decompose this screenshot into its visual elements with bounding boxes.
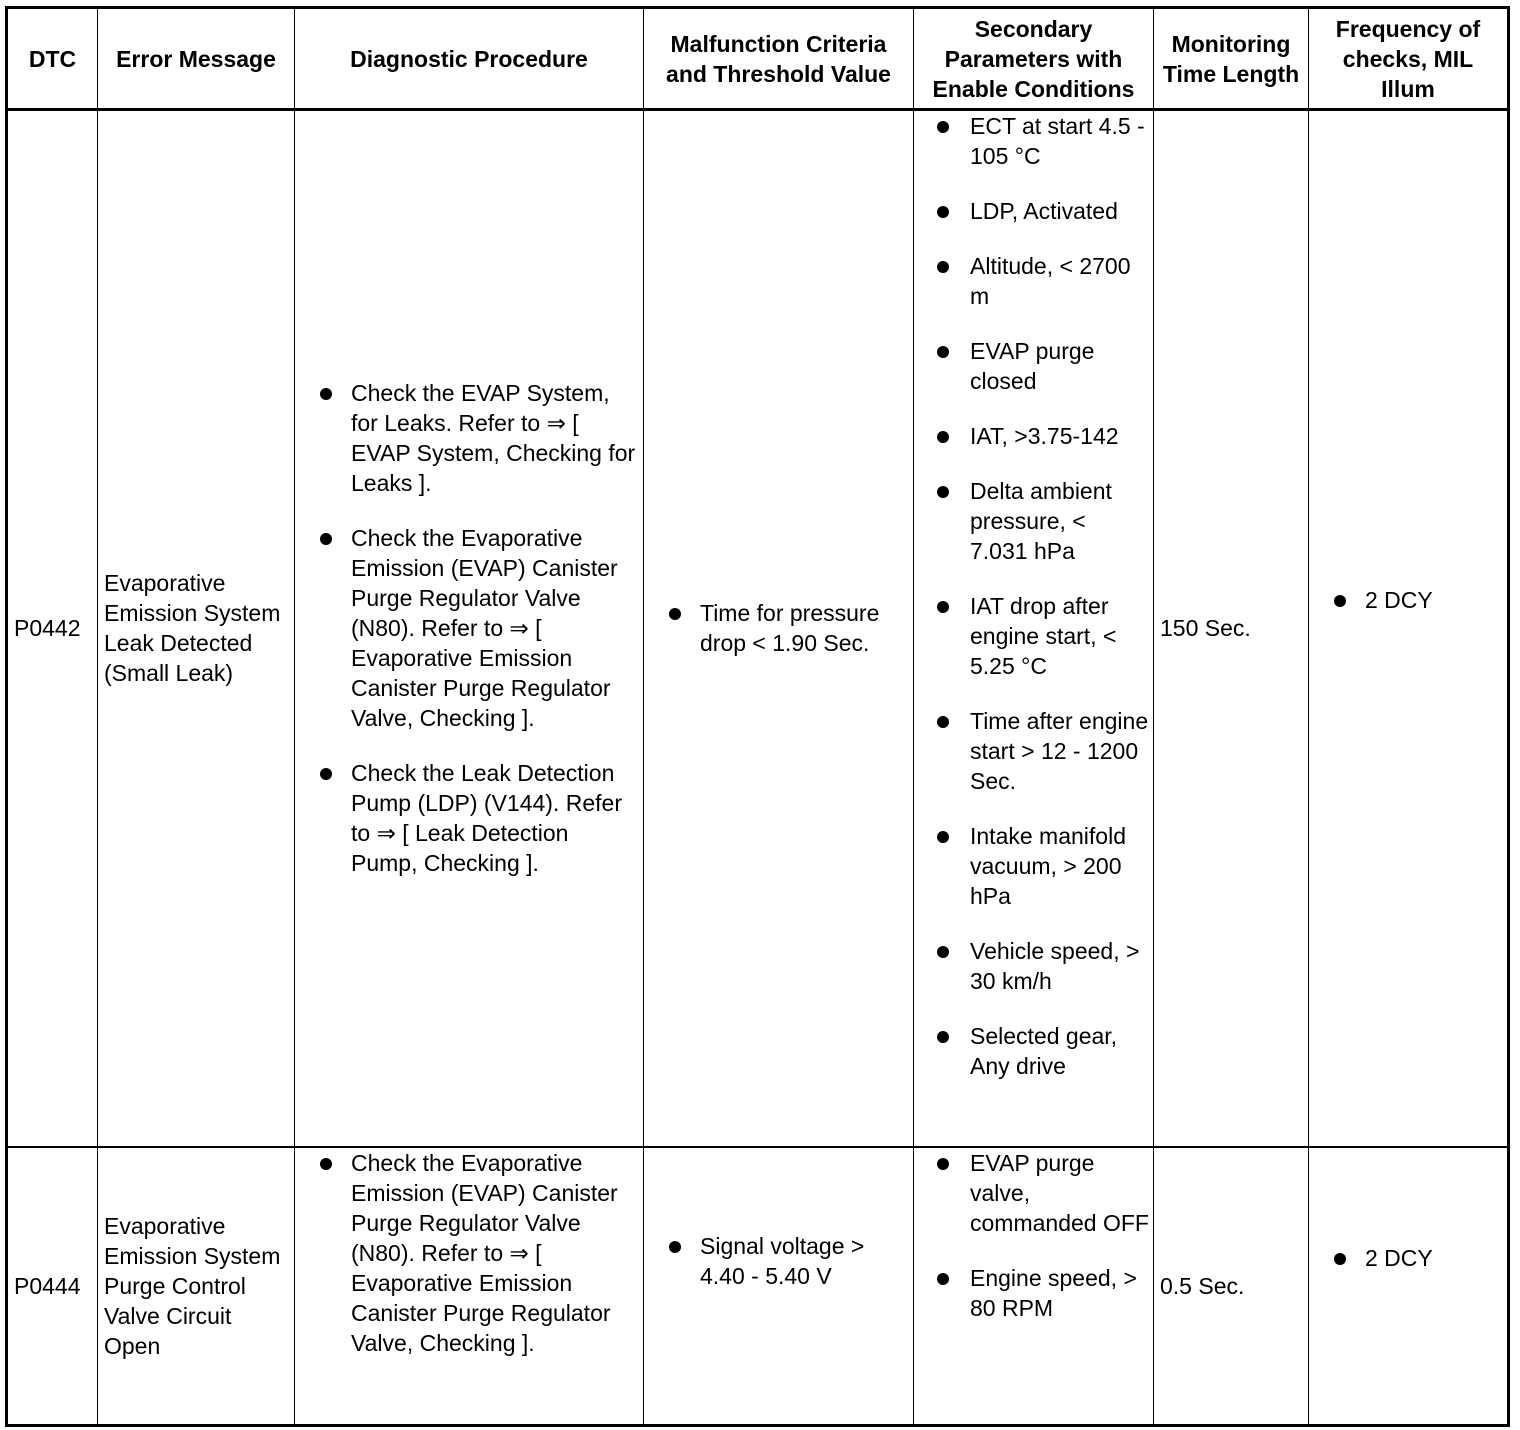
bullet-icon xyxy=(937,716,949,728)
diagnostic-procedure-list xyxy=(301,378,637,878)
dtc-table xyxy=(5,6,1510,1427)
list-item: Delta ambient pressure, < 7.031 hPa xyxy=(920,476,1149,566)
header-row xyxy=(7,8,1509,110)
list-item: ECT at start 4.5 - 105 °C xyxy=(920,111,1149,171)
frequency xyxy=(1309,1147,1509,1426)
bullet-icon xyxy=(937,1158,949,1170)
bullet-icon xyxy=(937,431,949,443)
secondary-parameters xyxy=(914,1147,1154,1426)
list-item: Selected gear, Any drive xyxy=(920,1021,1149,1081)
list-item: Engine speed, > 80 RPM xyxy=(920,1263,1149,1323)
header-diagnostic-procedure: Diagnostic Procedure xyxy=(295,8,644,110)
header-frequency: Frequency of checks, MIL Illum xyxy=(1309,8,1509,110)
list-item: Altitude, < 2700 m xyxy=(920,251,1149,311)
diagnostic-procedure xyxy=(295,110,644,1147)
bullet-icon xyxy=(937,946,949,958)
error-message: Evaporative Emission System Purge Control Valve Circuit Open xyxy=(98,1147,295,1426)
list-item: Signal voltage > 4.40 - 5.40 V xyxy=(650,1231,909,1291)
list-item: Check the Evaporative Emission (EVAP) Canister Purge Regulator Valve (N80). Refer to ⇒ [ Evaporative Emission Canister Purge Regulator Valve, Checking ]. xyxy=(301,523,637,733)
list-item: Intake manifold vacuum, > 200 hPa xyxy=(920,821,1149,911)
diagnostic-procedure xyxy=(295,1147,644,1426)
list-item: 2 DCY xyxy=(1315,1243,1503,1273)
secondary-parameters xyxy=(914,110,1154,1147)
monitoring-time: 0.5 Sec. xyxy=(1154,1147,1309,1426)
malfunction-criteria xyxy=(644,1147,914,1426)
diagnostic-procedure-list xyxy=(301,1148,637,1358)
malfunction-criteria xyxy=(644,110,914,1147)
bullet-icon xyxy=(937,261,949,273)
bullet-icon xyxy=(320,388,332,400)
monitoring-time: 150 Sec. xyxy=(1154,110,1309,1147)
list-item: IAT drop after engine start, < 5.25 °C xyxy=(920,591,1149,681)
list-item: Time for pressure drop < 1.90 Sec. xyxy=(650,598,909,658)
list-item: Vehicle speed, > 30 km/h xyxy=(920,936,1149,996)
bullet-icon xyxy=(937,346,949,358)
bullet-icon xyxy=(937,121,949,133)
list-item: EVAP purge closed xyxy=(920,336,1149,396)
bullet-icon xyxy=(937,831,949,843)
bullet-icon xyxy=(669,1241,681,1253)
list-item: Check the Evaporative Emission (EVAP) Canister Purge Regulator Valve (N80). Refer to ⇒ [ Evaporative Emission Canister Purge Regulator Valve, Checking ]. xyxy=(301,1148,637,1358)
header-secondary-parameters: Secondary Parameters with Enable Conditions xyxy=(914,8,1154,110)
bullet-icon xyxy=(937,486,949,498)
bullet-icon xyxy=(937,206,949,218)
error-message: Evaporative Emission System Leak Detected (Small Leak) xyxy=(98,110,295,1147)
header-error-message: Error Message xyxy=(98,8,295,110)
list-item: Time after engine start > 12 - 1200 Sec. xyxy=(920,706,1149,796)
bullet-icon xyxy=(937,601,949,613)
secondary-parameters-list xyxy=(920,1148,1149,1323)
list-item: LDP, Activated xyxy=(920,196,1149,226)
bullet-icon xyxy=(320,768,332,780)
list-item: IAT, >3.75-142 xyxy=(920,421,1149,451)
bullet-icon xyxy=(937,1031,949,1043)
header-malfunction-criteria: Malfunction Criteria and Threshold Value xyxy=(644,8,914,110)
list-item: EVAP purge valve, commanded OFF xyxy=(920,1148,1149,1238)
table-row xyxy=(7,1147,1509,1426)
secondary-parameters-list xyxy=(920,111,1149,1081)
table-row xyxy=(7,110,1509,1147)
dtc-code: P0442 xyxy=(7,110,98,1147)
list-item: Check the Leak Detection Pump (LDP) (V144). Refer to ⇒ [ Leak Detection Pump, Checking ]. xyxy=(301,758,637,878)
list-item: Check the EVAP System, for Leaks. Refer to ⇒ [ EVAP System, Checking for Leaks ]. xyxy=(301,378,637,498)
bullet-icon xyxy=(1334,595,1346,607)
header-monitoring-time: Monitoring Time Length xyxy=(1154,8,1309,110)
bullet-icon xyxy=(669,608,681,620)
list-item: 2 DCY xyxy=(1315,585,1503,615)
bullet-icon xyxy=(1334,1253,1346,1265)
header-dtc: DTC xyxy=(7,8,98,110)
bullet-icon xyxy=(320,1158,332,1170)
frequency xyxy=(1309,110,1509,1147)
bullet-icon xyxy=(320,533,332,545)
dtc-code: P0444 xyxy=(7,1147,98,1426)
bullet-icon xyxy=(937,1273,949,1285)
